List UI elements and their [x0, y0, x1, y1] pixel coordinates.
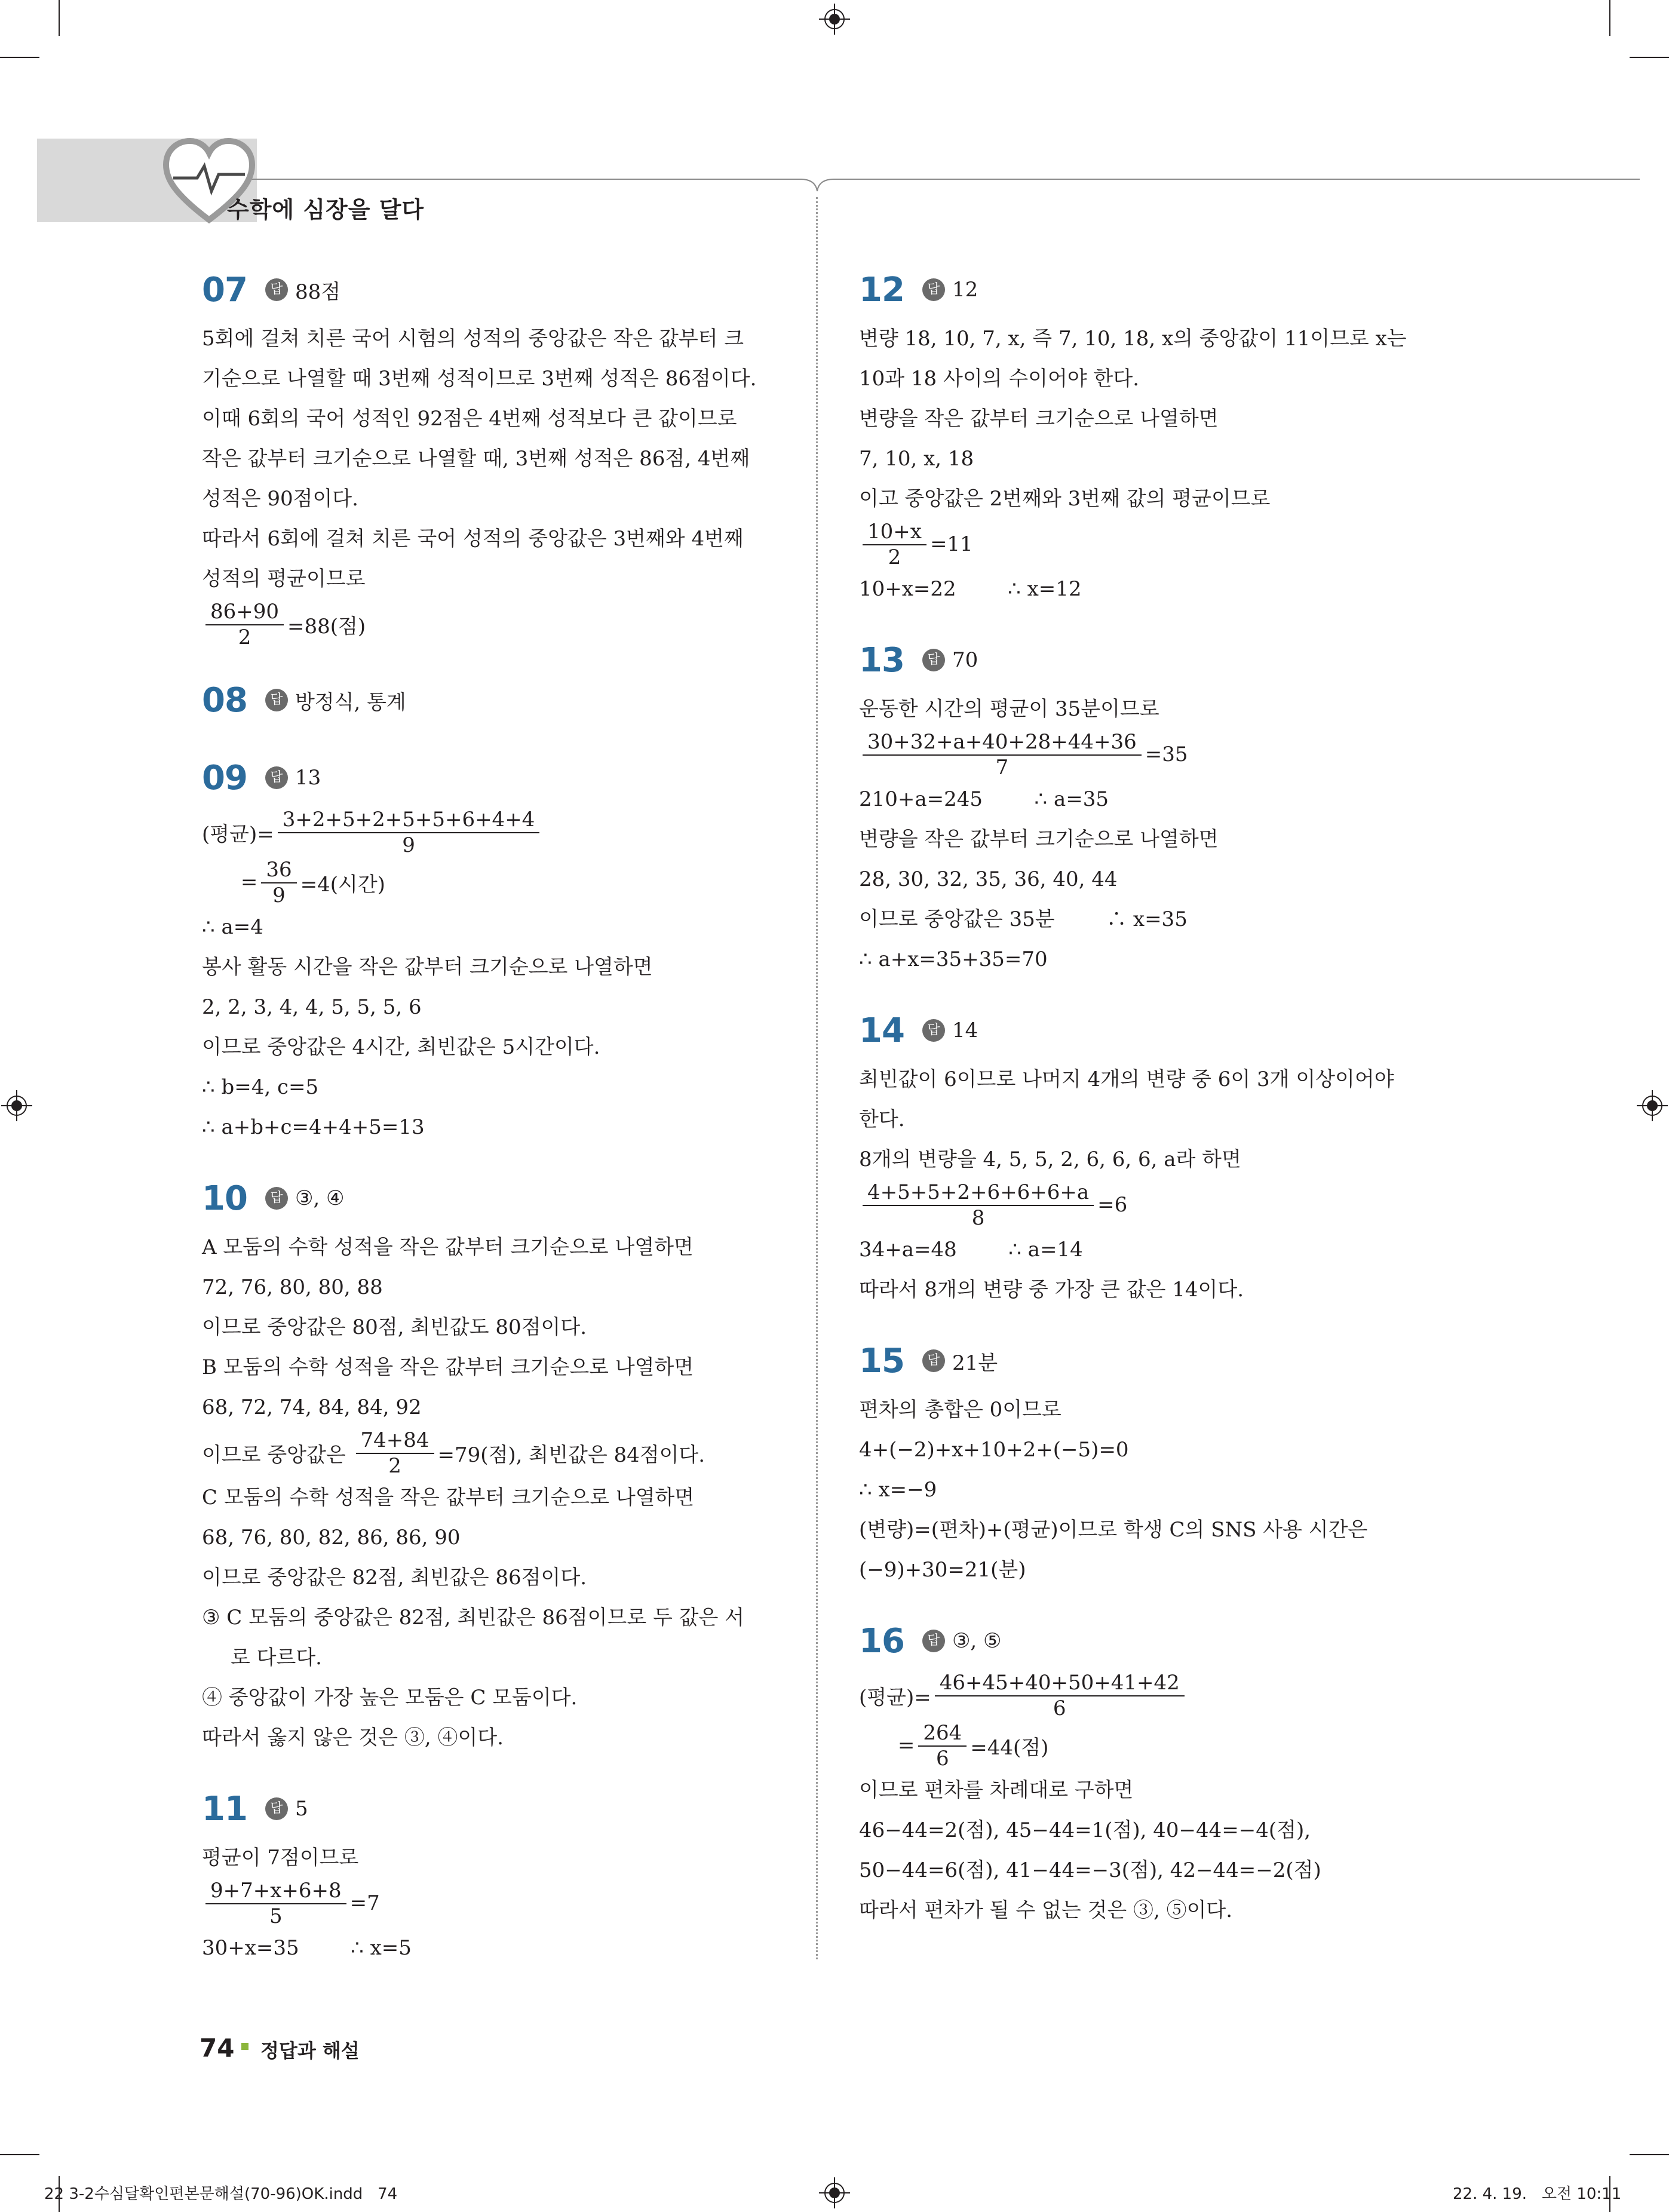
- answer-badge-icon: 답: [265, 766, 288, 789]
- problem-10: [202, 1171, 775, 1758]
- problem-number: 16: [859, 1621, 904, 1661]
- fraction-numerator: 46+45+40+50+41+42: [935, 1670, 1185, 1696]
- fraction-denominator: 8: [971, 1206, 985, 1230]
- problem-number: 07: [202, 270, 247, 309]
- problem-header: [202, 1171, 775, 1225]
- fraction-prefix: (평균)=: [859, 1685, 931, 1710]
- answer-text: 21분: [952, 1351, 998, 1375]
- column-divider: [816, 197, 818, 1959]
- solution-line: 72, 76, 80, 80, 88: [202, 1275, 383, 1299]
- fraction-line: [202, 599, 775, 649]
- answer-badge-icon: 답: [922, 1630, 945, 1652]
- solution-line: 46−44=2(점), 45−44=1(점), 40−44=−4(점),: [859, 1818, 1311, 1842]
- solution-line: 10+x=22 ∴ x=12: [859, 577, 1082, 601]
- fraction-line: [859, 519, 1462, 569]
- solution-line: 편차의 총합은 0이므로: [859, 1398, 1061, 1422]
- solution-line: 따라서 6회에 걸쳐 치른 국어 성적의 중앙값은 3번째와 4번째: [202, 527, 744, 551]
- file-info: 22 3-2수심달확인편본문해설(70-96)OK.indd 74: [44, 2185, 398, 2203]
- solution-line: 5회에 걸쳐 치른 국어 시험의 성적의 중앙값은 작은 값부터 크: [202, 327, 744, 351]
- fraction-suffix: =35: [1145, 743, 1188, 766]
- problem-12: [859, 263, 1462, 609]
- answer-text: 14: [952, 1018, 978, 1042]
- fraction: [205, 599, 284, 649]
- fraction-suffix: =11: [929, 532, 973, 556]
- solution-line: ④ 중앙값이 가장 높은 모둠은 C 모둠이다.: [202, 1686, 578, 1710]
- solution-line: 변량 18, 10, 7, x, 즉 7, 10, 18, x의 중앙값이 11이므로 x는: [859, 327, 1407, 351]
- fraction-numerator: 264: [918, 1720, 967, 1747]
- solution-line: 7, 10, x, 18: [859, 447, 974, 471]
- solution-line: 8개의 변량을 4, 5, 5, 2, 6, 6, 6, a라 하면: [859, 1148, 1241, 1171]
- solution-line: 작은 값부터 크기순으로 나열할 때, 3번째 성적은 86점, 4번째: [202, 447, 750, 471]
- answer-badge-icon: 답: [265, 278, 288, 301]
- solution-line: 2, 2, 3, 4, 4, 5, 5, 5, 6: [202, 995, 422, 1019]
- fraction-denominator: 5: [269, 1904, 283, 1928]
- solution-line: 68, 76, 80, 82, 86, 86, 90: [202, 1526, 461, 1550]
- fraction-prefix: =: [202, 870, 258, 894]
- answer-badge-icon: 답: [265, 1797, 288, 1820]
- solution-line: 봉사 활동 시간을 작은 값부터 크기순으로 나열하면: [202, 955, 653, 979]
- solution-line: 따라서 8개의 변량 중 가장 큰 값은 14이다.: [859, 1278, 1244, 1302]
- fraction-suffix: =88(점): [287, 614, 366, 639]
- solution-line: 이므로 편차를 차례대로 구하면: [859, 1778, 1134, 1802]
- problem-07: [202, 263, 775, 649]
- footer-square-icon: [241, 2043, 248, 2050]
- solution-line: 로 다르다.: [231, 1646, 322, 1670]
- fraction-numerator: 10+x: [863, 519, 926, 545]
- solution-line: 210+a=245 ∴ a=35: [859, 787, 1109, 811]
- solution-line: 34+a=48 ∴ a=14: [859, 1238, 1083, 1262]
- fraction-line: [202, 807, 775, 857]
- problem-number: 10: [202, 1179, 247, 1218]
- problem-number: 14: [859, 1011, 904, 1050]
- answer-text: ③, ⑤: [952, 1629, 1002, 1653]
- fraction-denominator: 6: [935, 1747, 949, 1771]
- problem-header: [859, 1334, 1462, 1388]
- solution-line: 기순으로 나열할 때 3번째 성적이므로 3번째 성적은 86점이다.: [202, 367, 757, 391]
- fraction: [863, 1180, 1094, 1230]
- answer-badge-icon: 답: [922, 649, 945, 671]
- registration-mark-bottom: [819, 2177, 850, 2208]
- problem-09: [202, 751, 775, 1148]
- page-number: 74: [200, 2033, 235, 2063]
- right-column: [859, 263, 1462, 1955]
- solution-line: ③ C 모둠의 중앙값은 82점, 최빈값은 86점이므로 두 값은 서: [202, 1606, 744, 1630]
- solution-line: 68, 72, 74, 84, 84, 92: [202, 1395, 422, 1419]
- fraction-denominator: 9: [272, 883, 286, 907]
- fraction-denominator: 2: [238, 625, 251, 649]
- problem-11: [202, 1782, 775, 1968]
- fraction-line: [202, 1428, 775, 1478]
- solution-line: 30+x=35 ∴ x=5: [202, 1936, 412, 1960]
- fraction-numerator: 9+7+x+6+8: [205, 1878, 346, 1904]
- solution-line: 4+(−2)+x+10+2+(−5)=0: [859, 1438, 1129, 1462]
- problem-16: [859, 1614, 1462, 1931]
- problem-header: [859, 1004, 1462, 1057]
- problem-08: [202, 673, 775, 727]
- solution-line: 이므로 중앙값은 82점, 최빈값은 86점이다.: [202, 1566, 587, 1590]
- fraction-numerator: 3+2+5+2+5+5+6+4+4: [278, 807, 540, 833]
- solution-line: C 모둠의 수학 성적을 작은 값부터 크기순으로 나열하면: [202, 1486, 695, 1510]
- solution-line: 운동한 시간의 평균이 35분이므로: [859, 697, 1159, 721]
- answer-text: 방정식, 통계: [294, 690, 406, 714]
- solution-line: B 모둠의 수학 성적을 작은 값부터 크기순으로 나열하면: [202, 1355, 694, 1379]
- fraction: [935, 1670, 1185, 1720]
- fraction-denominator: 7: [995, 756, 1009, 780]
- solution-line: ∴ a=4: [202, 915, 263, 939]
- fraction-line: [202, 857, 775, 907]
- solution-line: 10과 18 사이의 수이어야 한다.: [859, 367, 1140, 391]
- fraction-prefix: =: [859, 1734, 915, 1757]
- problem-14: [859, 1004, 1462, 1310]
- solution-line: 28, 30, 32, 35, 36, 40, 44: [859, 867, 1118, 891]
- solution-line: 이고 중앙값은 2번째와 3번째 값의 평균이므로: [859, 487, 1271, 511]
- problem-number: 09: [202, 758, 247, 797]
- fraction: [918, 1720, 967, 1771]
- fraction-suffix: =4(시간): [300, 872, 385, 897]
- fraction-denominator: 2: [388, 1454, 401, 1478]
- date-info: 22. 4. 19. 오전 10:11: [1453, 2185, 1622, 2203]
- footer-section: 정답과 해설: [260, 2039, 360, 2062]
- fraction: [356, 1428, 434, 1478]
- fraction-suffix: =44(점): [970, 1735, 1049, 1760]
- problem-header: [859, 633, 1462, 687]
- problem-number: 13: [859, 640, 904, 680]
- fraction-denominator: 9: [402, 833, 415, 857]
- solution-line: ∴ a+x=35+35=70: [859, 947, 1048, 971]
- solution-line: ∴ x=−9: [859, 1478, 937, 1502]
- problem-header: [202, 673, 775, 727]
- solution-line: 50−44=6(점), 41−44=−3(점), 42−44=−2(점): [859, 1858, 1321, 1882]
- answer-text: ③, ④: [294, 1186, 345, 1210]
- fraction-denominator: 2: [888, 545, 901, 569]
- fraction-numerator: 36: [261, 857, 296, 883]
- fraction-line: [859, 729, 1462, 780]
- problem-13: [859, 633, 1462, 980]
- problem-header: [202, 751, 775, 805]
- fraction: [863, 729, 1142, 780]
- fraction: [863, 519, 926, 569]
- solution-line: 이므로 중앙값은 80점, 최빈값도 80점이다.: [202, 1315, 587, 1339]
- solution-line: ∴ a+b+c=4+4+5=13: [202, 1115, 425, 1139]
- fraction: [205, 1878, 346, 1928]
- solution-line: A 모둠의 수학 성적을 작은 값부터 크기순으로 나열하면: [202, 1235, 694, 1259]
- problem-header: [202, 1782, 775, 1836]
- solution-line: 성적은 90점이다.: [202, 487, 358, 511]
- fraction-line: [859, 1180, 1462, 1230]
- solution-line: (변량)=(편차)+(평균)이므로 학생 C의 SNS 사용 시간은: [859, 1518, 1368, 1542]
- left-column: [202, 263, 775, 1992]
- fraction-numerator: 30+32+a+40+28+44+36: [863, 729, 1142, 756]
- fraction: [261, 857, 296, 907]
- solution-line: 변량을 작은 값부터 크기순으로 나열하면: [859, 827, 1219, 851]
- fraction-line: [859, 1720, 1462, 1771]
- answer-text: 13: [294, 766, 321, 790]
- fraction-suffix: =7: [349, 1891, 380, 1915]
- problem-header: [859, 1614, 1462, 1668]
- fraction-numerator: 86+90: [205, 599, 284, 625]
- fraction-prefix: 이므로 중앙값은: [202, 1443, 352, 1467]
- answer-badge-icon: 답: [922, 1349, 945, 1372]
- fraction-suffix: =6: [1097, 1193, 1128, 1217]
- fraction-numerator: 74+84: [356, 1428, 434, 1454]
- registration-mark-left: [1, 1090, 32, 1121]
- solution-line: ∴ b=4, c=5: [202, 1075, 319, 1099]
- solution-line: 이므로 중앙값은 4시간, 최빈값은 5시간이다.: [202, 1035, 600, 1059]
- fraction-line: [202, 1878, 775, 1928]
- problem-number: 11: [202, 1789, 247, 1828]
- problem-number: 15: [859, 1341, 904, 1380]
- solution-line: 변량을 작은 값부터 크기순으로 나열하면: [859, 407, 1219, 431]
- answer-badge-icon: 답: [922, 278, 945, 301]
- problem-number: 12: [859, 270, 904, 309]
- solution-line: 따라서 편차가 될 수 없는 것은 ③, ⑤이다.: [859, 1898, 1233, 1922]
- solution-line: 평균이 7점이므로: [202, 1846, 359, 1870]
- answer-badge-icon: 답: [265, 1187, 288, 1210]
- answer-text: 12: [952, 278, 978, 302]
- registration-mark-right: [1637, 1090, 1668, 1121]
- solution-line: 이때 6회의 국어 성적인 92점은 4번째 성적보다 큰 값이므로: [202, 407, 737, 431]
- solution-line: 한다.: [859, 1107, 905, 1131]
- brand-title: 수학에 심장을 달다: [227, 197, 425, 223]
- problem-number: 08: [202, 680, 247, 720]
- answer-badge-icon: 답: [265, 689, 288, 711]
- solution-line: 최빈값이 6이므로 나머지 4개의 변량 중 6이 3개 이상이어야: [859, 1067, 1394, 1091]
- solution-line: 성적의 평균이므로: [202, 567, 366, 591]
- fraction-numerator: 4+5+5+2+6+6+6+a: [863, 1180, 1094, 1206]
- problem-header: [859, 263, 1462, 317]
- answer-text: 88점: [294, 280, 341, 304]
- fraction: [278, 807, 540, 857]
- problem-header: [202, 263, 775, 317]
- fraction-suffix: =79(점), 최빈값은 84점이다.: [437, 1443, 705, 1467]
- solution-line: 이므로 중앙값은 35분 ∴ x=35: [859, 907, 1188, 931]
- answer-text: 70: [952, 648, 978, 672]
- fraction-prefix: (평균)=: [202, 822, 274, 846]
- answer-text: 5: [294, 1797, 308, 1821]
- problem-15: [859, 1334, 1462, 1590]
- fraction-denominator: 6: [1053, 1696, 1066, 1720]
- solution-line: (−9)+30=21(분): [859, 1558, 1026, 1582]
- fraction-line: [859, 1670, 1462, 1720]
- answer-badge-icon: 답: [922, 1019, 945, 1042]
- registration-mark-top: [819, 4, 850, 35]
- solution-line: 따라서 옳지 않은 것은 ③, ④이다.: [202, 1726, 504, 1750]
